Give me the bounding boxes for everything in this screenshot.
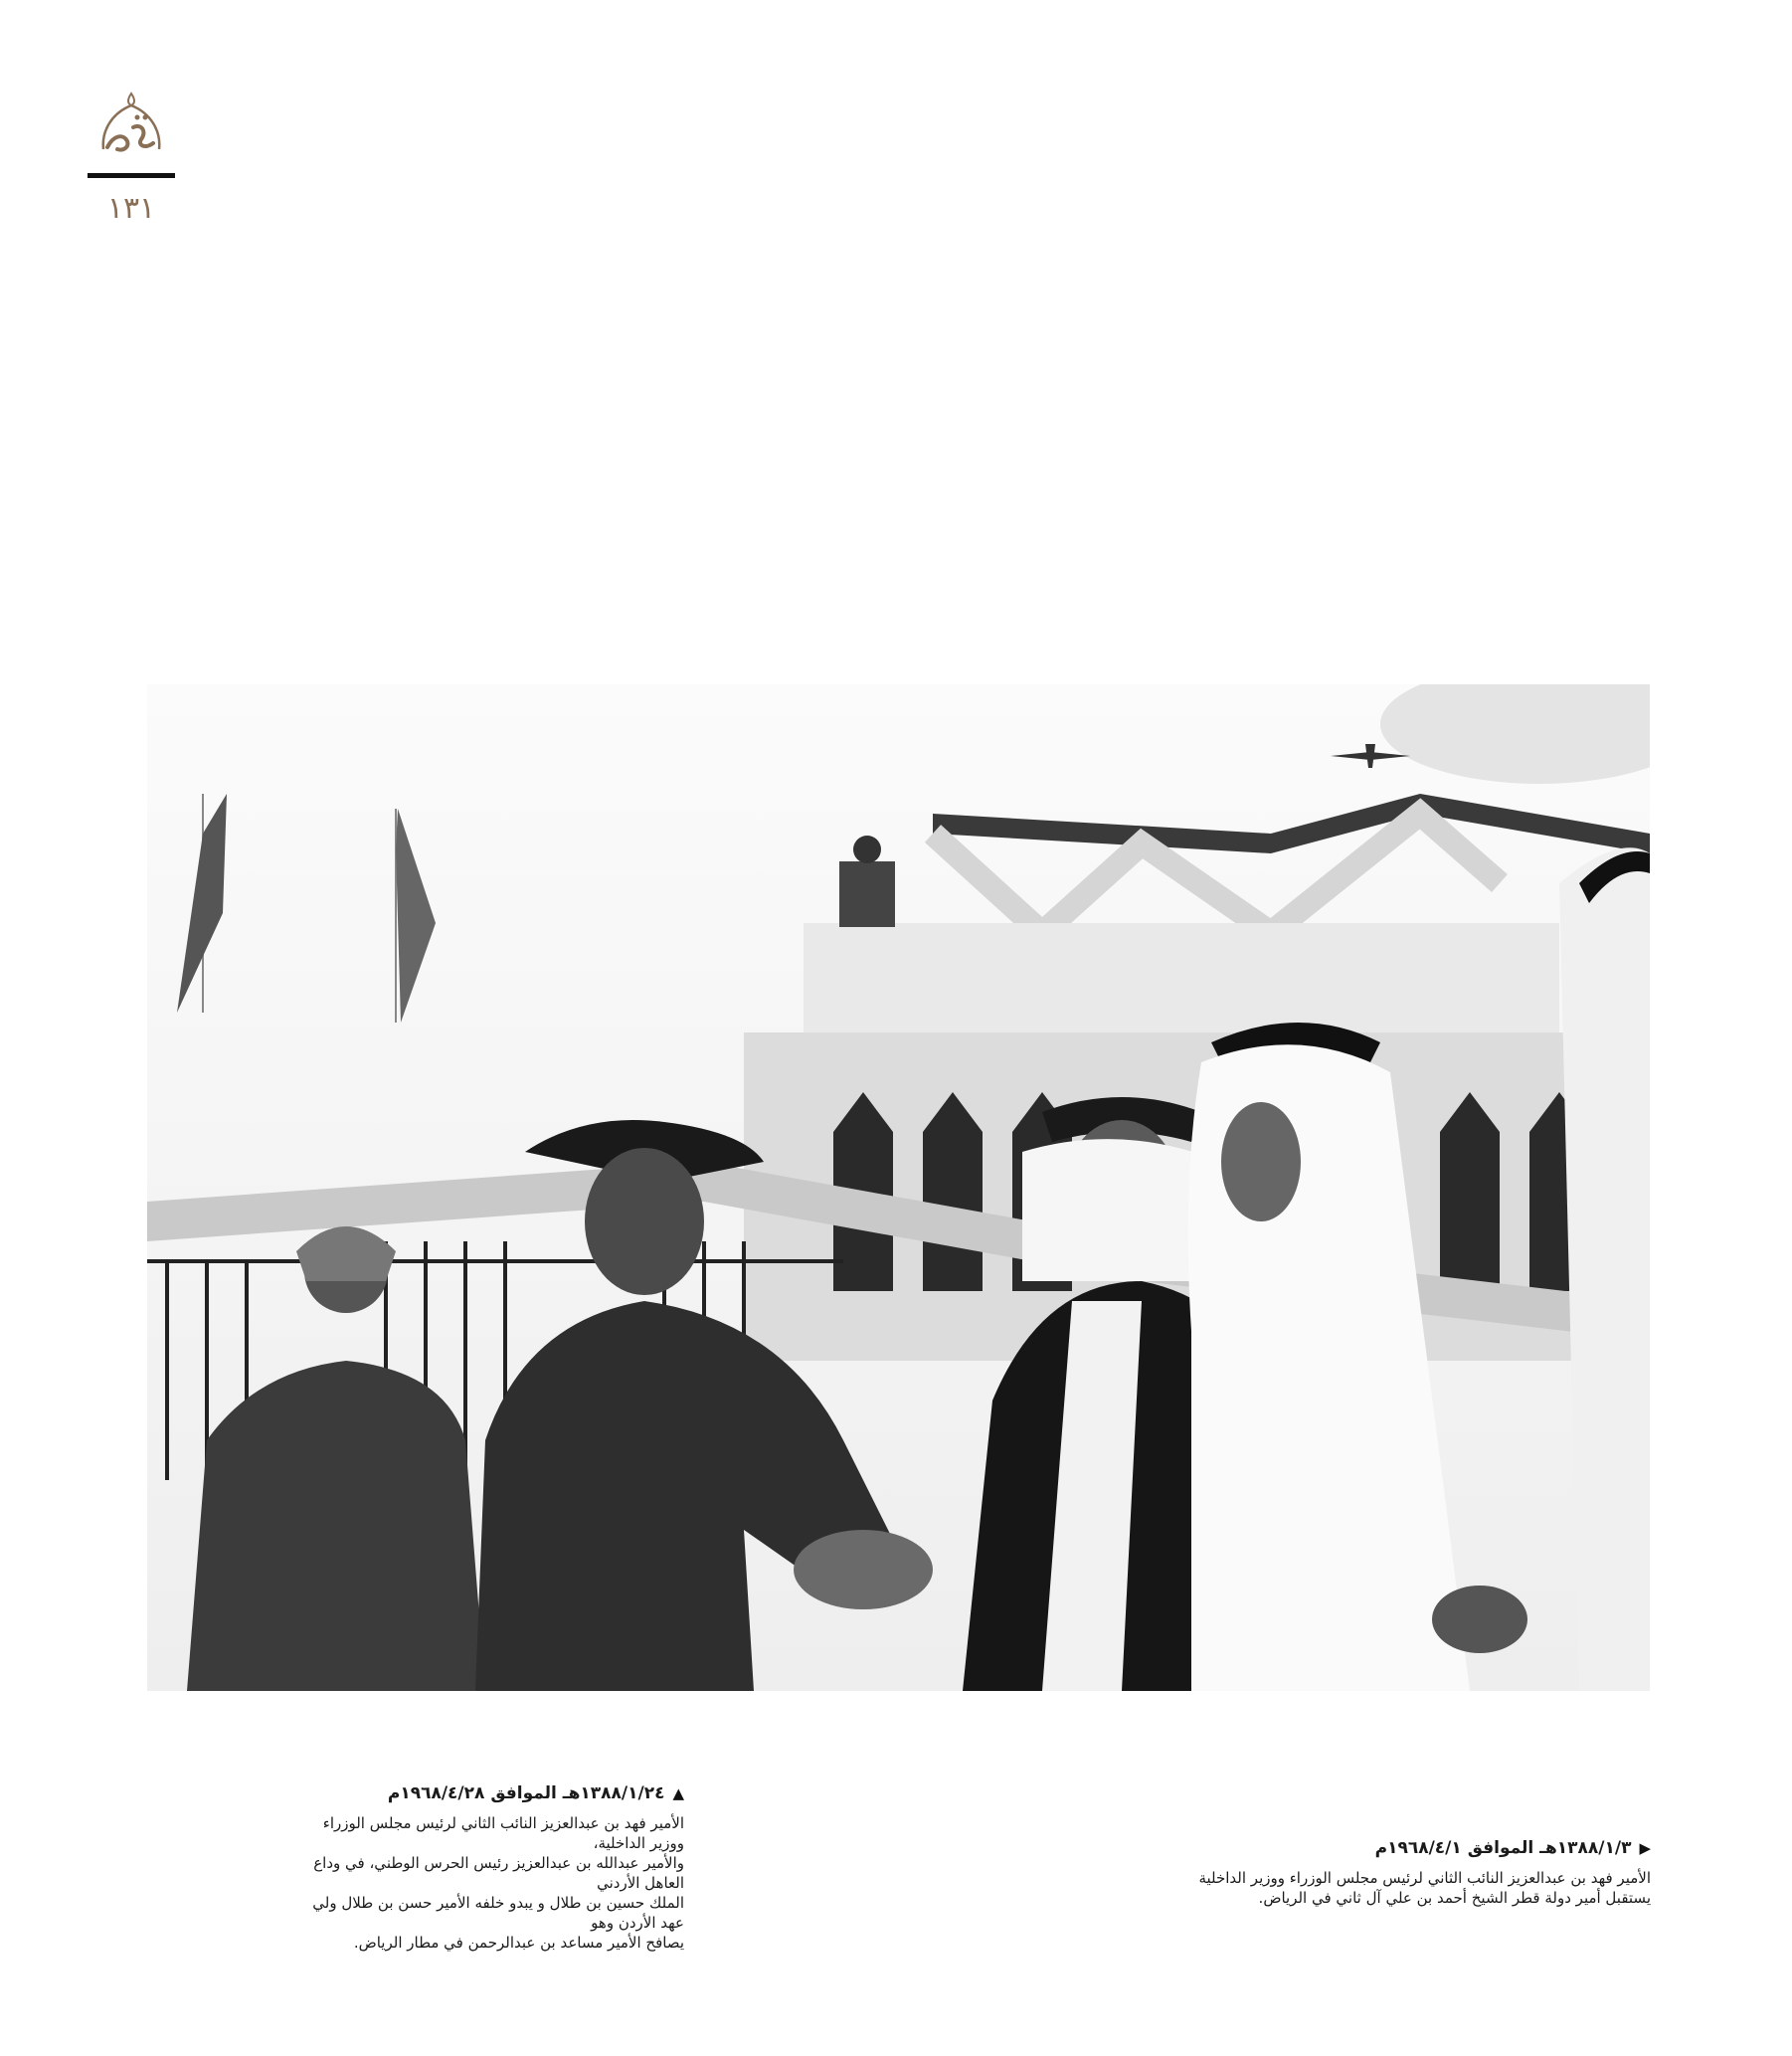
caption-left-date: ١٣٨٨/١/٢٤هـ الموافق ١٩٦٨/٤/٢٨م [387, 1783, 665, 1803]
caption-right-text [1114, 1868, 1651, 1908]
black-and-white-photo-icon [147, 684, 1650, 1691]
caption-left-line: والأمير عبدالله بن عبدالعزيز رئيس الحرس الوطني، في وداع العاهل الأردني [313, 1854, 684, 1892]
caption-left [300, 1783, 684, 1953]
caption-left-line: الأمير فهد بن عبدالعزيز النائب الثاني لرئيس مجلس الوزراء ووزير الداخلية، [322, 1814, 684, 1852]
caption-right [1114, 1838, 1651, 1908]
triangle-right-icon: ▶ [1639, 1839, 1651, 1857]
caption-left-text [300, 1813, 684, 1953]
publication-logo [84, 88, 179, 183]
logo-emblem-icon [84, 88, 179, 183]
caption-left-line: الملك حسين بن طلال و يبدو خلفه الأمير حسن بن طلال ولي عهد الأردن وهو [312, 1894, 684, 1932]
caption-left-date-row [300, 1783, 684, 1803]
caption-right-line: الأمير فهد بن عبدالعزيز النائب الثاني لرئيس مجلس الوزراء ووزير الداخلية [1198, 1869, 1651, 1887]
caption-right-line: يستقبل أمير دولة قطر الشيخ أحمد بن علي آل ثاني في الرياض. [1258, 1889, 1651, 1907]
main-photograph [147, 684, 1650, 1691]
triangle-up-icon: ▲ [672, 1784, 684, 1802]
page-number: ١٣١ [106, 191, 156, 226]
caption-left-line: يصافح الأمير مساعد بن عبدالرحمن في مطار الرياض. [353, 1934, 684, 1952]
caption-right-date: ١٣٨٨/١/٣هـ الموافق ١٩٦٨/٤/١م [1374, 1838, 1632, 1858]
caption-right-date-row [1114, 1838, 1651, 1858]
